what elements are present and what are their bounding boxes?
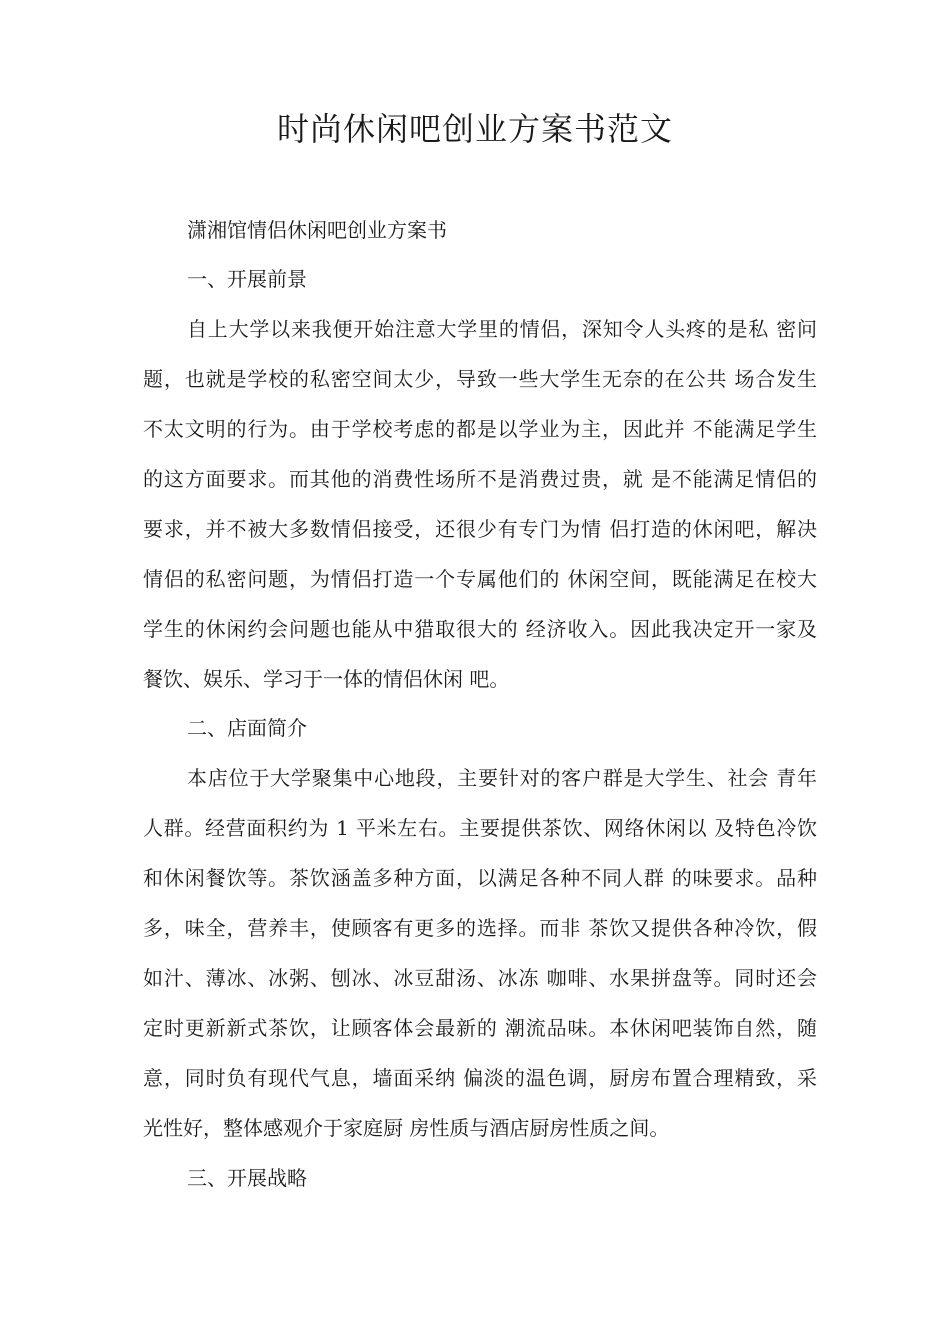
document-subtitle: 潇湘馆情侣休闲吧创业方案书 [187, 218, 447, 242]
document-title: 时尚休闲吧创业方案书范文 [276, 110, 673, 148]
paragraph-line: 多，味全，营养丰，使顾客有更多的选择。而非 茶饮又提供各种冷饮，假 [143, 916, 817, 940]
paragraph-line: 餐饮、娱乐、学习于一体的情侣休闲 吧。 [143, 667, 510, 691]
paragraph-line: 不太文明的行为。由于学校考虑的都是以学业为主，因此并 不能满足学生 [143, 417, 817, 441]
paragraph-line: 和休闲餐饮等。茶饮涵盖多种方面，以满足各种不同人群 的味要求。品种 [143, 866, 817, 890]
paragraph-line: 情侣的私密问题，为情侣打造一个专属他们的 休闲空间，既能满足在校大 [143, 567, 817, 591]
paragraph-line: 意，同时负有现代气息，墙面采纳 偏淡的温色调，厨房布置合理精致，采 [143, 1066, 817, 1090]
paragraph-line: 人群。经营面积约为 1 平米左右。主要提供茶饮、网络休闲以 及特色冷饮 [143, 816, 817, 840]
paragraph-line: 定时更新新式茶饮，让顾客体会最新的 潮流品味。本休闲吧装饰自然，随 [143, 1016, 817, 1040]
section-heading: 一、开展前景 [187, 267, 307, 291]
paragraph-line: 光性好，整体感观介于家庭厨 房性质与酒店厨房性质之间。 [143, 1116, 670, 1140]
paragraph-line: 如汁、薄冰、冰粥、刨冰、冰豆甜汤、冰冻 咖啡、水果拼盘等。同时还会 [143, 966, 817, 990]
paragraph-line: 自上大学以来我便开始注意大学里的情侣，深知令人头疼的是私 密问 [187, 317, 817, 341]
section-heading: 二、店面简介 [187, 716, 307, 740]
paragraph-line: 的这方面要求。而其他的消费性场所不是消费过贵，就 是不能满足情侣的 [143, 467, 817, 491]
paragraph-line: 学生的休闲约会问题也能从中猎取很大的 经济收入。因此我决定开一家及 [143, 617, 817, 641]
section-heading: 三、开展战略 [187, 1166, 307, 1190]
paragraph-line: 本店位于大学聚集中心地段，主要针对的客户群是大学生、社会 青年 [187, 766, 817, 790]
paragraph-line: 题，也就是学校的私密空间太少，导致一些大学生无奈的在公共 场合发生 [143, 367, 817, 391]
paragraph-line: 要求，并不被大多数情侣接受，还很少有专门为情 侣打造的休闲吧，解决 [143, 517, 817, 541]
